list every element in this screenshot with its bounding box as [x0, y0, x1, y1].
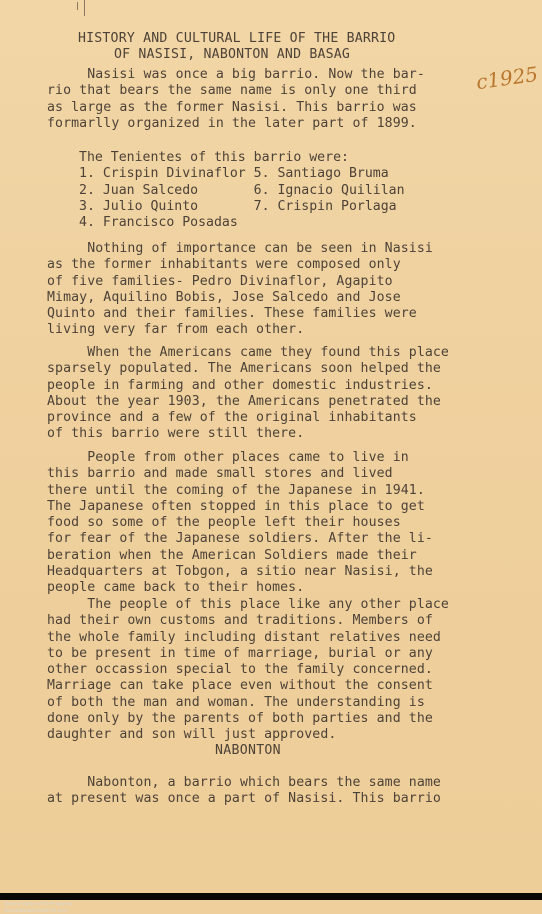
paragraph-americans: When the Americans came they found this place sparsely populated. The Americans soon helped the people in farming and other domestic industries. About the year 1903, the Americans penetrated the province and a few of the original inhabitants of this barrio were still there.	[47, 345, 449, 442]
paper-mark	[77, 2, 78, 10]
paragraph-customs: The people of this place like any other place had their own customs and traditions. Members of the whole family including distant relatives need to be present in time of marriage, burial or any other occassion special to the family concerned. Marriage can take place even without the consent of both the man and woman. The understanding is done only by the parents of both parties and the daughter and son will just approved.	[47, 597, 449, 743]
title-line-1: HISTORY AND CULTURAL LIFE OF THE BARRIO	[78, 31, 396, 46]
paragraph-founding: Nasisi was once a big barrio. Now the bar- rio that bears the same name is only one third as large as the former Nasisi. This barrio was formarlly organized in the later part of 1899.	[47, 67, 425, 131]
paragraph-nabonton: Nabonton, a barrio which bears the same name at present was once a part of Nasisi. This barrio	[47, 775, 441, 807]
paragraph-families: Nothing of importance can be seen in Nasisi as the former inhabitants were composed only of five families- Pedro Divinaflor, Agapito Mimay, Aquilino Bobis, Jose Salcedo and Jose Quinto and their families. These families were living very far from each other.	[47, 241, 433, 338]
handwritten-note: c1925	[474, 61, 540, 95]
paper-mark	[84, 0, 85, 16]
document-title	[78, 31, 498, 63]
paragraph-japanese: People from other places came to live in this barrio and made small stores and lived there until the coming of the Japanese in 1941. The Japanese often stopped in this place to get food so some of the people left their houses for fear of the Japanese soldiers. After the li- beration when the American Soldiers made their Headquarters at Tobgon, a sitio near Nasisi, the people came back to their homes.	[47, 450, 433, 596]
archive-footer	[0, 893, 542, 913]
title-line-2: OF NASISI, NABONTON AND BASAG	[114, 47, 351, 62]
nabonton-heading: NABONTON	[215, 743, 281, 758]
file-id: NLP2000B\0001\RHAT219 ID.tif	[4, 908, 68, 913]
library-name: National Library of the Philippines	[4, 901, 73, 906]
tenientes-list: The Tenientes of this barrio were: 1. Crispin Divinaflor 5. Santiago Bruma 2. Juan Salcedo 6. Ignacio Quililan 3. Julio Quinto 7. Crispin Porlaga 4. Francisco Posadas	[79, 150, 405, 231]
